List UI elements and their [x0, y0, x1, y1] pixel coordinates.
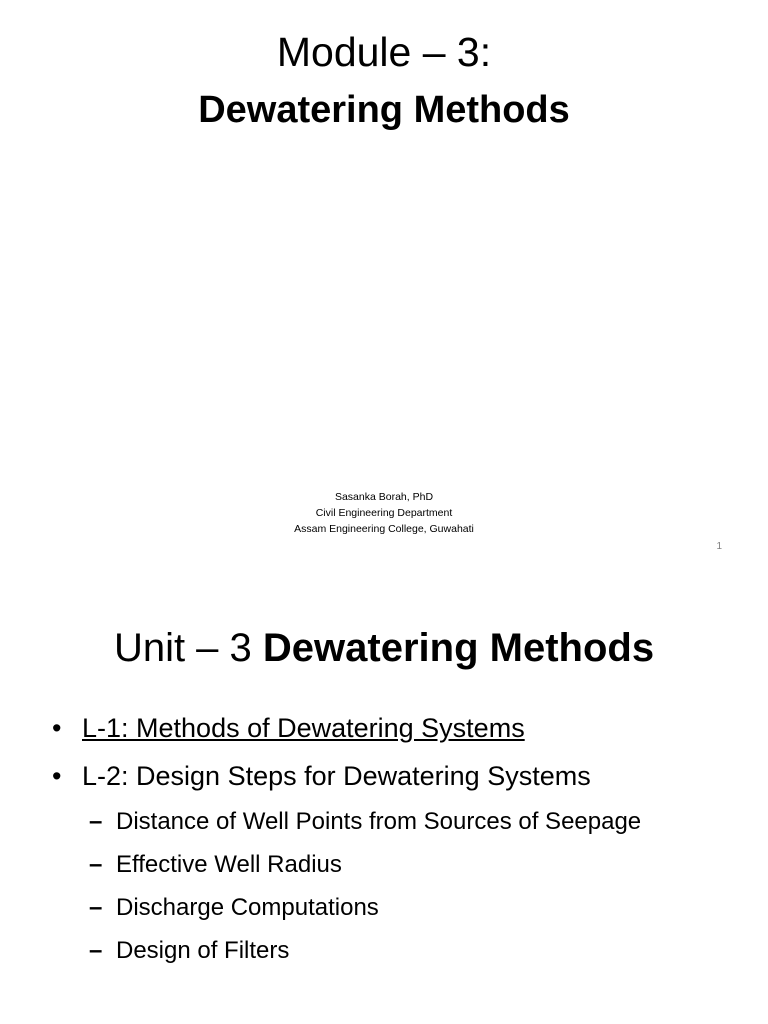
- sub-list-item: [52, 800, 752, 843]
- sub-item-label: Design of Filters: [116, 937, 290, 964]
- sub-list-item: [52, 929, 752, 972]
- sub-item-label: Discharge Computations: [116, 894, 379, 921]
- unit-title: [0, 622, 768, 674]
- dash-marker: –: [89, 894, 103, 921]
- bullet-label-l2: L-2: Design Steps for Dewatering Systems: [82, 761, 591, 791]
- bullet-marker: •: [52, 761, 62, 791]
- author-name: Sasanka Borah, PhD: [334, 491, 434, 503]
- module-subtitle: Dewatering Methods: [198, 89, 570, 131]
- dash-marker: –: [89, 851, 103, 878]
- unit-title-bold: Dewatering Methods: [262, 626, 655, 670]
- module-title: Module – 3:: [276, 29, 492, 75]
- slide-number: 1: [716, 541, 722, 552]
- list-item: [52, 752, 752, 800]
- department-name: Civil Engineering Department: [315, 507, 453, 519]
- sub-list-item: [52, 886, 752, 929]
- list-item: [52, 704, 752, 752]
- sub-list-item: [52, 843, 752, 886]
- dash-marker: –: [89, 937, 103, 964]
- unit-title-prefix: Unit – 3: [113, 626, 263, 670]
- institution-name: Assam Engineering College, Guwahati: [294, 523, 474, 535]
- sub-item-label: Effective Well Radius: [116, 851, 342, 878]
- slide-2: [0, 576, 768, 1024]
- bullet-list: [52, 704, 752, 972]
- dash-marker: –: [89, 808, 103, 835]
- bullet-label-l1: L-1: Methods of Dewatering Systems: [82, 713, 525, 743]
- sub-item-label: Distance of Well Points from Sources of Seepage: [116, 808, 642, 835]
- bullet-marker: •: [52, 713, 62, 743]
- credits: [0, 489, 768, 537]
